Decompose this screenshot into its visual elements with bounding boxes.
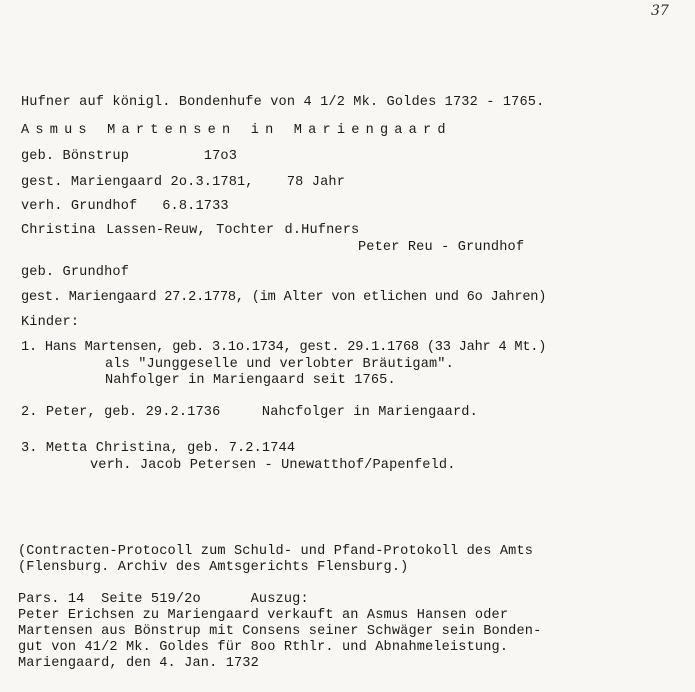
wife-name-line: Christina Lassen-Reuw, Tochter d.Hufners — [21, 223, 360, 238]
child-1-line-3: Nahfolger in Mariengaard seit 1765. — [105, 373, 396, 388]
excerpt-line-2: Martensen aus Bönstrup mit Consens seiner Schwäger sein Bonden- — [18, 624, 542, 639]
husband-death: gest. Mariengaard 2o.3.1781, 78 Jahr — [21, 175, 345, 190]
page-number: 37 — [651, 3, 669, 19]
wife-birth: geb. Grundhof — [21, 265, 129, 280]
source-line-2: (Flensburg. Archiv des Amtsgerichts Flensburg.) — [18, 560, 409, 575]
children-label: Kinder: — [21, 315, 80, 330]
excerpt-line-4: Mariengaard, den 4. Jan. 1732 — [18, 656, 259, 671]
excerpt-line-3: gut von 41/2 Mk. Goldes für 8oo Rthlr. und Abnahmeleistung. — [18, 640, 509, 655]
husband-name-line: Asmus Martensen in Mariengaard — [21, 123, 452, 138]
husband-marriage: verh. Grundhof 6.8.1733 — [21, 199, 229, 214]
child-3-line-1: 3. Metta Christina, geb. 7.2.1744 — [21, 441, 296, 456]
child-3-line-2: verh. Jacob Petersen - Unewatthof/Papenfeld. — [90, 458, 456, 473]
title-line: Hufner auf königl. Bondenhufe von 4 1/2 Mk. Goldes 1732 - 1765. — [21, 95, 545, 110]
child-1-line-1: 1. Hans Martensen, geb. 3.1o.1734, gest. 29.1.1768 (33 Jahr 4 Mt.) — [21, 340, 547, 355]
excerpt-line-1: Peter Erichsen zu Mariengaard verkauft an Asmus Hansen oder — [18, 608, 509, 623]
husband-birth: geb. Bönstrup 17o3 — [21, 149, 237, 164]
excerpt-reference: Pars. 14 Seite 519/2o Auszug: — [18, 592, 309, 607]
wife-death: gest. Mariengaard 27.2.1778, (im Alter von etlichen und 6o Jahren) — [21, 290, 547, 305]
wife-father-line: Peter Reu - Grundhof — [358, 240, 525, 255]
child-1-line-2: als "Junggeselle und verlobter Bräutigam". — [105, 357, 454, 372]
child-2-line-1: 2. Peter, geb. 29.2.1736 Nahcfolger in Mariengaard. — [21, 405, 478, 420]
source-line-1: (Contracten-Protocoll zum Schuld- und Pfand-Protokoll des Amts — [18, 544, 534, 559]
